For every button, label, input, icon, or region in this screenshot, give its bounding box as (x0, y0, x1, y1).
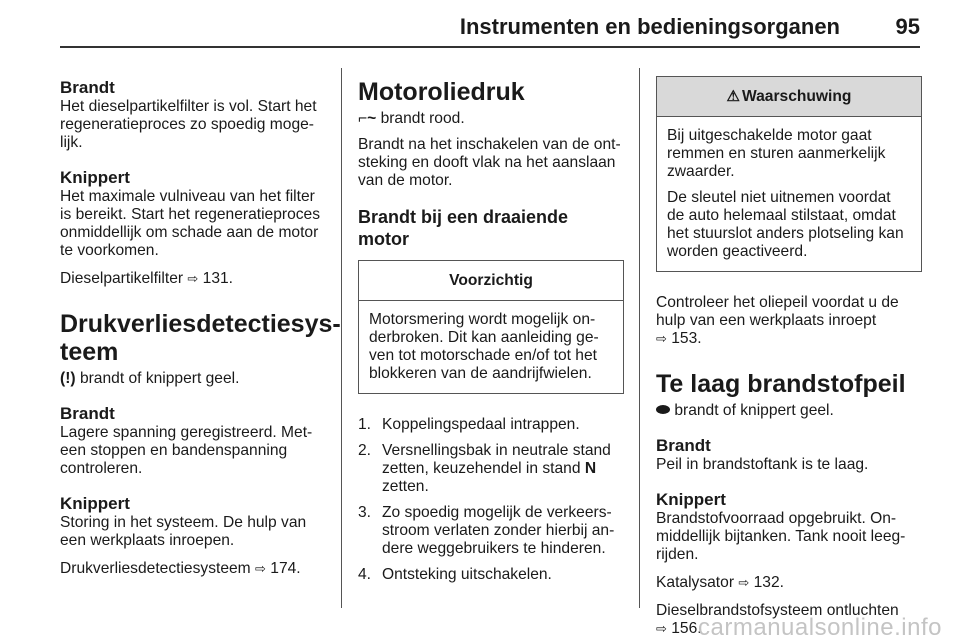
cross-reference[interactable] (60, 560, 324, 578)
section-head: Brandt (60, 404, 115, 423)
reference-label: Dieselpartikelfilter (60, 270, 184, 287)
section-head: Brandt (60, 78, 115, 97)
reference-arrow-icon: ⇨ (187, 271, 199, 286)
reference-label: Dieselbrandstofsysteem ontluchten (656, 602, 899, 619)
section-text: Lagere spanning geregistreerd. Met-een stoppen en bandenspanning controleren. (60, 424, 313, 477)
sub-heading: Brandt bij een draaiende motor (358, 207, 569, 249)
section-heading: Motoroliedruk (358, 78, 525, 106)
page-header (0, 14, 960, 46)
cross-reference[interactable] (60, 270, 324, 288)
section-heading: Drukverliesdetectiesys- teem (60, 310, 341, 366)
caution-box (358, 260, 624, 394)
reference-page[interactable]: 153. (671, 330, 702, 347)
section-head: Knippert (656, 490, 726, 509)
watermark: carmanualsonline.info (698, 614, 942, 641)
page-title: Instrumenten en bedieningsorganen (459, 14, 840, 39)
reference-page: 174. (270, 560, 301, 577)
reference-label: Katalysator (656, 574, 735, 591)
section-head: Brandt (656, 436, 711, 455)
section-head: Knippert (60, 168, 130, 187)
warning-triangle-icon: ⚠ (726, 88, 740, 105)
reference-page: 156. (671, 620, 702, 637)
column-2 (358, 78, 624, 592)
section-text: Storing in het systeem. De hulp van een werkplaats inroepen. (60, 514, 307, 549)
column-3 (656, 76, 922, 638)
caution-title: Voorzichtig (359, 261, 623, 301)
reference-page: 131. (202, 270, 234, 287)
list-item: 2. Versnellingsbak in neutrale stand zetten, keuzehendel in stand N zetten. (358, 442, 611, 495)
section-text: Brandt na het inschakelen van de ont-steking en dooft vlak na het aanslaan van de motor. (358, 136, 621, 189)
column-1 (60, 78, 341, 578)
reference-arrow-icon: ⇨ (656, 621, 667, 636)
indicator-line: ⌐~ brandt rood. (358, 110, 465, 127)
list-item: 1. Koppelingspedaal intrappen. (358, 416, 580, 433)
header-rule (60, 46, 920, 48)
page-number: 95 (895, 14, 920, 39)
section-text: Het dieselpartikelfilter is vol. Start het regeneratieproces zo spoedig moge-lijk. (60, 98, 317, 151)
caution-text: Motorsmering wordt mogelijk on-derbroken. Dit kan aanleiding ge-ven tot motorschade en/of tot het blokkeren van de aandrijfwielen. (369, 311, 599, 382)
list-item: 3. Zo spoedig mogelijk de verkeers-stroom verlaten zonder hierbij an-dere weggebruikers te hinderen. (358, 504, 615, 557)
reference-page: 132. (753, 574, 784, 591)
reference-arrow-icon: ⇨ (738, 575, 750, 590)
fuel-indicator-icon (656, 405, 670, 414)
warning-title: ⚠ Waarschuwing (657, 77, 921, 117)
section-text: Peil in brandstoftank is te laag. (656, 456, 869, 473)
section-text: Brandstofvoorraad opgebruikt. On-middellijk bijtanken. Tank nooit leeg-rijden. (656, 510, 906, 563)
reference-arrow-icon: ⇨ (656, 331, 667, 346)
column-divider-right (639, 68, 640, 608)
oil-can-icon: ⌐~ (358, 110, 377, 127)
warning-text: Bij uitgeschakelde motor gaat remmen en sturen aanmerkelijk zwaarder. (667, 127, 886, 180)
section-text: Het maximale vulniveau van het filter is bereikt. Start het regeneratieproces onmiddellijk om schade aan de motor te voorkomen. (60, 188, 321, 259)
indicator-line: brandt of knippert geel. (656, 402, 922, 420)
section-text: Controleer het oliepeil voordat u de hulp van een werkplaats inroept ⇨ 153. (656, 294, 899, 347)
warning-text: De sleutel niet uitnemen voordat de auto helemaal stilstaat, omdat het stuurslot anders plotseling kan worden geactiveerd. (667, 189, 904, 260)
list-item: 4. Ontsteking uitschakelen. (358, 566, 552, 583)
section-heading: Te laag brandstofpeil (656, 370, 906, 398)
tyre-pressure-icon: (!) (60, 370, 76, 387)
reference-label: Drukverliesdetectiesysteem (60, 560, 251, 577)
indicator-line: (!) brandt of knippert geel. (60, 370, 240, 387)
section-head: Knippert (60, 494, 130, 513)
column-divider-left (341, 68, 342, 608)
steps-list (358, 416, 624, 584)
cross-reference[interactable] (656, 574, 922, 592)
reference-arrow-icon: ⇨ (255, 561, 266, 576)
warning-box (656, 76, 922, 272)
